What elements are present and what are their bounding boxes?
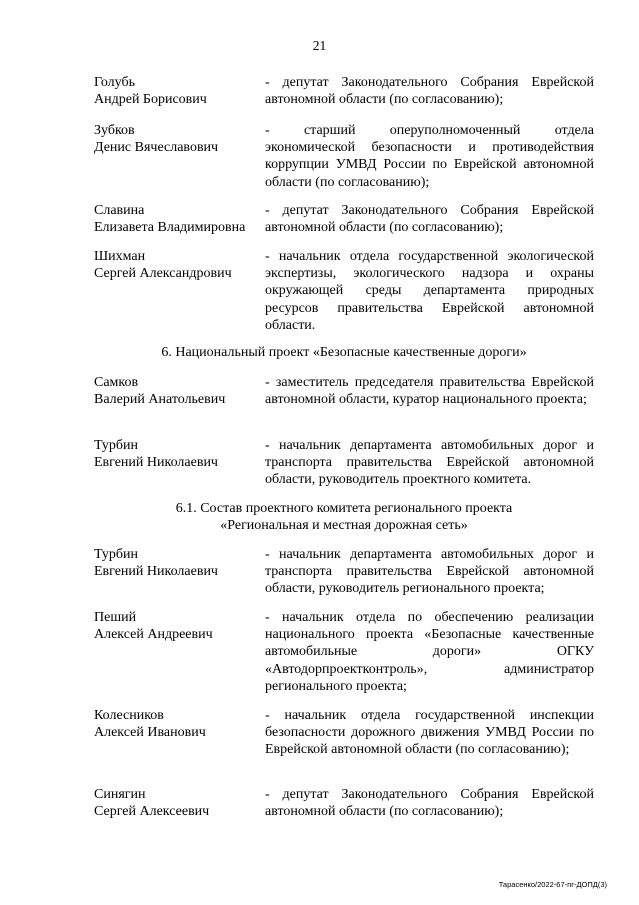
member-surname: Турбин xyxy=(94,438,138,453)
member-role: - депутат Законодательного Собрания Еврейской автономной области (по согласованию); xyxy=(265,203,594,236)
member-given-names: Денис Вячеславович xyxy=(94,140,219,156)
member-surname: Шихман xyxy=(94,249,146,264)
member-given-names: Алексей Иванович xyxy=(94,725,206,741)
member-name xyxy=(94,786,264,820)
member-given-names: Сергей Алексеевич xyxy=(94,804,210,820)
member-surname: Пеший xyxy=(94,610,137,625)
member-surname: Самков xyxy=(94,375,139,390)
member-name xyxy=(94,437,264,471)
page-number: 21 xyxy=(312,38,327,53)
member-role: - начальник департамента автомобильных дорог и транспорта правительства Еврейской автономной области, руководитель регионального проекта; xyxy=(265,547,594,597)
member-role: - депутат Законодательного Собрания Еврейской автономной области (по согласованию); xyxy=(265,787,594,820)
member-role: - депутат Законодательного Собрания Еврейской автономной области (по согласованию); xyxy=(265,75,594,108)
section-heading: 6. Национальный проект «Безопасные качественные дороги» xyxy=(161,345,527,360)
subsection-heading-line: 6.1. Состав проектного комитета регионального проекта xyxy=(175,501,513,516)
member-name xyxy=(94,122,264,156)
member-name xyxy=(94,707,264,741)
member-surname: Колесников xyxy=(94,708,164,723)
member-name xyxy=(94,74,264,108)
member-name xyxy=(94,609,264,643)
member-given-names: Евгений Николаевич xyxy=(94,455,218,471)
member-given-names: Сергей Александрович xyxy=(94,266,232,282)
member-role: - начальник отдела государственной экологической экспертизы, экологического надзора и охраны окружающей среды департамента природных ресурсов правительства Еврейской автономной области. xyxy=(265,249,594,333)
subsection-heading-line: «Региональная и местная дорожная сеть» xyxy=(220,518,468,534)
member-name xyxy=(94,546,264,580)
member-role: - начальник отдела государственной инспекции безопасности дорожного движения УМВД России по Еврейской автономной области (по согласованию); xyxy=(265,708,594,758)
member-surname: Синягин xyxy=(94,787,146,802)
member-given-names: Валерий Анатольевич xyxy=(94,392,226,408)
member-role: - начальник департамента автомобильных дорог и транспорта правительства Еврейской автономной области, руководитель проектного комитета. xyxy=(265,438,594,488)
member-given-names: Евгений Николаевич xyxy=(94,564,218,580)
member-given-names: Елизавета Владимировна xyxy=(94,220,246,236)
member-surname: Турбин xyxy=(94,547,138,562)
member-name xyxy=(94,374,264,408)
member-role: - начальник отдела по обеспечению реализации национального проекта «Безопасные качественные автомобильные дороги» ОГКУ «Автодорпроектконтроль», администратор регионального проекта; xyxy=(265,610,594,694)
document-footer-code: Тарасенко/2022-67-пг-ДОПД(3) xyxy=(498,880,607,889)
subsection-heading xyxy=(94,500,594,534)
member-role: - заместитель председателя правительства Еврейской автономной области, куратор национального проекта; xyxy=(265,375,594,408)
member-given-names: Алексей Андреевич xyxy=(94,627,213,643)
member-name xyxy=(94,248,264,282)
member-surname: Голубь xyxy=(94,75,135,90)
member-surname: Славина xyxy=(94,203,145,218)
member-surname: Зубков xyxy=(94,123,135,138)
member-given-names: Андрей Борисович xyxy=(94,92,207,108)
member-name xyxy=(94,202,264,236)
member-role: - старший оперуполномоченный отдела экономической безопасности и противодействия коррупции УМВД России по Еврейской автономной области (по согласованию); xyxy=(265,123,594,190)
